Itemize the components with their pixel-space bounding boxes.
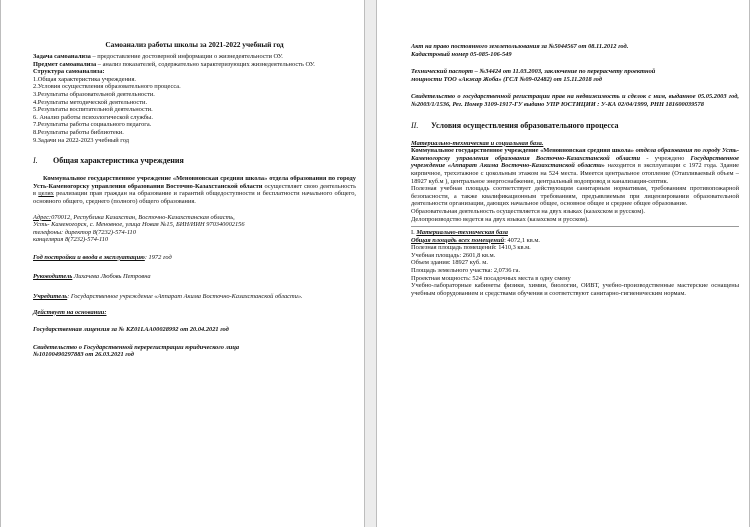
director-label: Руководитель: [33, 273, 73, 281]
section-heading-1: [33, 156, 356, 165]
section-heading-2: [411, 121, 739, 130]
structure-label: Структура самоанализа:: [33, 68, 105, 76]
section-number: II.: [411, 120, 419, 130]
mtb2-heading-line: [411, 229, 739, 237]
mtb-heading: Материально-техническая и социальная база.: [411, 139, 544, 147]
task-text: – предоставление достоверной информации о жизнедеятельности ОУ.: [90, 53, 283, 60]
act-line-1: Акт на право постоянного землепользования за №5044567 от 08.11.2012 год.: [411, 43, 629, 50]
section-number: I.: [33, 156, 38, 166]
stat-line: Объем здания: 18927 куб. м.: [411, 259, 488, 267]
org-text-post: реализации прав граждан на образование и гарантий общедоступности и бесплатности начального общего, основного общего, среднего (полного) общего образования.: [33, 190, 356, 205]
address-line-2: Усть- Каменогорск, с. Меновное, улица Новая №15, БИН/ИИН 970340002156: [33, 221, 245, 229]
structure-item: 6. Анализ работы психологической службы.: [33, 113, 153, 121]
subject-label: Предмет самоанализа: [33, 60, 97, 68]
divider: [411, 226, 739, 227]
year-label: Год постройки и ввода в эксплуатацию: [33, 253, 145, 261]
stat-line: Учебная площадь: 2601,8 кв.м.: [411, 251, 496, 259]
license-text: Государственная лицензия за № KZ01LAA00028992 от 20.04.2021 год: [33, 326, 229, 334]
mtb2-heading: Материально-техническая база: [416, 229, 508, 237]
year-built: [33, 254, 356, 262]
structure-item: 9.Задачи на 2022-2023 учебный год: [33, 136, 129, 144]
org-paragraph: [33, 175, 356, 205]
document-title: Самоанализ работы школы за 2021-2022 учебный год: [105, 40, 284, 49]
section-title: Общая характеристика учреждения: [53, 156, 184, 166]
total-area: [411, 237, 739, 245]
structure-item: 5.Результаты воспитательной деятельности.: [33, 106, 153, 114]
stat-line: Проектная мощность: 524 посадочных места в одну смену: [411, 274, 571, 282]
document-page-right: [376, 0, 750, 527]
act-line-2: Кадастровый номер 05-085-106-549: [411, 50, 512, 58]
structure-item: 2.Условия осуществления образовательного процесса.: [33, 83, 181, 91]
mtb-org: Коммунальное государственное учреждение «Меновновская средняя школа»: [411, 147, 634, 155]
director-value: Лихачева Любовь Петровна: [72, 273, 151, 281]
structure-item: 7.Результаты работы социального педагога.: [33, 121, 152, 129]
structure-list: [33, 76, 356, 144]
phones-line-1: телефоны: директор 8(7232)-574-110: [33, 228, 136, 236]
subject-paragraph: [33, 61, 356, 69]
registration-text: Свидетельство о государственной регистрации прав на недвижимость и сделок с ним, выданное 05.05.2003 год, №2003/1/1536, Рег. Номер 3109-1917-ГУ выдано УПР ЮСТИЦИИ : У-КА 02/04/1999, РНН 181600039578: [411, 93, 739, 108]
structure-item: 4.Результаты методической деятельности.: [33, 98, 148, 106]
mtb2-num: I.: [411, 229, 415, 237]
founder-label: Учредитель: [33, 293, 68, 301]
stat-line: Площадь земельного участка: 2,0736 га.: [411, 267, 521, 275]
mtb-org-3: Государственное учреждение «Аппарат Акима Восточно-Казахстанской области»: [411, 154, 739, 170]
mtb-paragraph: Коммунальное государственное учреждение «Меновновская средняя школа» отдела образования по городу Усть-Каменогорску управления образования Восточно-Казахстанской области - учреждено Государственное учреждение «Аппарат Акима Восточно-Казахстанской области» находится в эксплуатации с 1972 года. Здание кирпичное, трехэтажное с цокольным этажом на 524 места. Имеется центральное отопление (Отапливаемый объем – 18927 куб.м ), центральное энергоснабжение, центральный водопровод и канализация-септик.: [411, 147, 739, 185]
total-area-value: : 4072,1 кв.м.: [504, 236, 540, 244]
founder: [33, 293, 356, 301]
labs-paragraph: Учебно-лабораторные кабинеты физики, химии, биологии, ОИВТ, учебно-производственные мастерские оснащены учебным оборудованием и средствами обучения и соответствуют санитарно-гигиеническим нормам.: [411, 282, 739, 297]
org-name: Коммунальное государственное учреждение «Меновновская средняя школа» отдела образования по городу Усть-Каменогорску управления образования Восточно-Казахстанской области: [33, 175, 356, 190]
address-label: Адрес:: [33, 213, 52, 221]
structure-item: 1.Общая характеристика учреждения.: [33, 75, 137, 83]
section-title: Условия осуществления образовательного процесса: [431, 120, 619, 130]
phones-line-2: канцелярия 8(7232)-574-110: [33, 236, 109, 244]
task-paragraph: [33, 53, 356, 61]
founder-value: : Государственное учреждение «Аппарат Акима Восточно-Казахстанской области».: [67, 293, 303, 301]
passport-line-2: мощности ТОО «Акжар Жоба» (ГСЛ №09-02482) от 15.11.2018 год: [411, 75, 602, 83]
director: [33, 273, 356, 281]
subject-text: – анализ показателей, содержательно характеризующих жизнедеятельность ОУ.: [96, 60, 315, 68]
structure-item: 8.Результаты работы библиотеки.: [33, 128, 124, 136]
mtb-org-2: отдела образования по городу Усть-Каменогорску управления образования Восточно-Казахстанской области: [411, 147, 739, 162]
task-label: Задача самоанализа: [33, 53, 91, 60]
year-value: : 1972 год: [144, 253, 172, 261]
paragraph-languages: Образовательная деятельность осуществляется на двух языках (казахском и русском).: [411, 207, 645, 215]
org-text-underlined: целях: [38, 190, 54, 198]
stat-line: Полезная площадь помещений: 1410,3 кв.м.: [411, 244, 531, 252]
cert-line-2: №10100490297883 от 26.03.2021 год: [33, 351, 134, 359]
structure-item: 3.Результаты образовательной деятельности.: [33, 90, 155, 98]
org-text-pre: осуществляет свою деятельность в: [33, 182, 356, 198]
address-line-1: Адрес:070012, Республика Казахстан, Восточно-Казахстанская область,: [33, 213, 235, 221]
total-area-label: Общая площадь всех помещений: [411, 236, 505, 244]
basis-label: Действует на основании:: [33, 308, 107, 316]
document-page-left: [0, 0, 365, 527]
passport-line-1: Технический паспорт – №34424 от 11.03.2003, заключение по перерасчету проектной: [411, 68, 656, 76]
paragraph-area: Полезная учебная площадь соответствует действующим санитарным нормативам, требованиям противопожарной безопасности, а также квалификационным требованиям, предъявляемым при лицензировании образовательной деятельности организации, дающих начальное общее, основное общее и среднее общее образование.: [411, 185, 739, 208]
paragraph-records: Делопроизводство ведется на двух языках (казахском и русском).: [411, 215, 589, 223]
cert-line-1: Свидетельство о Государственной перерегистрации юридического лица: [33, 343, 240, 351]
